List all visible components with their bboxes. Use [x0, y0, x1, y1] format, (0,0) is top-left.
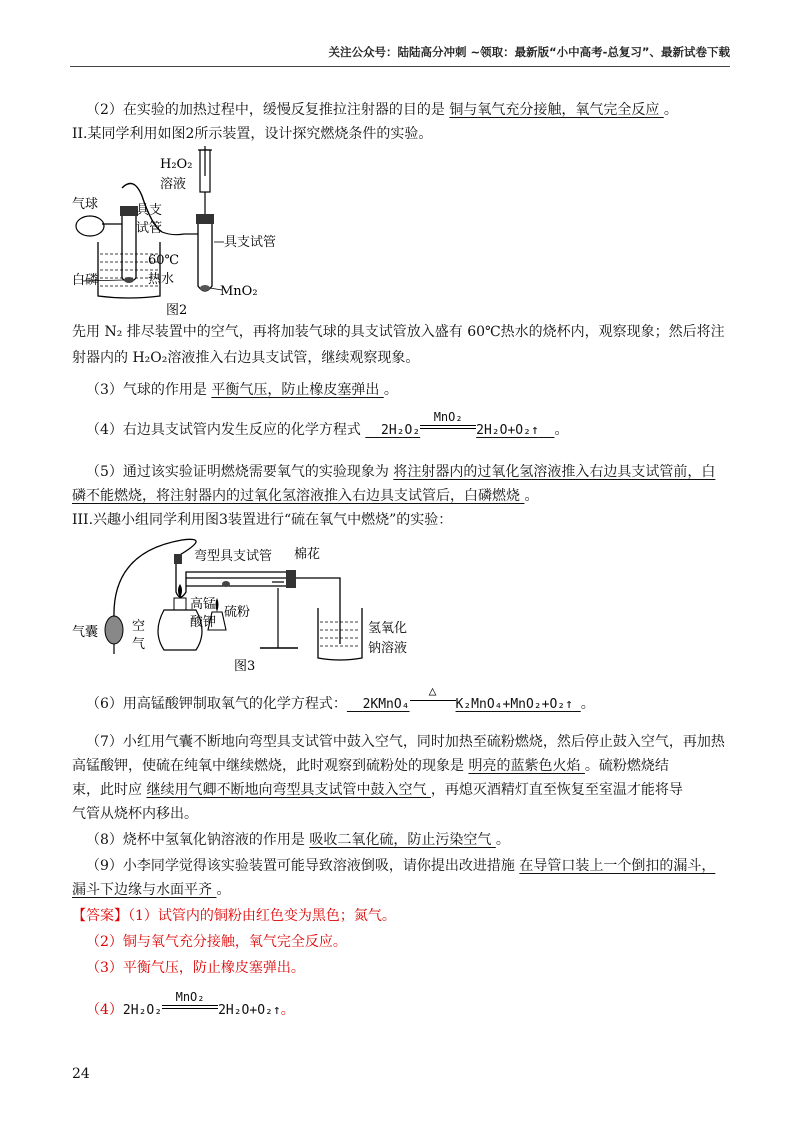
header-rule [70, 66, 730, 67]
fig3-caption: 图3 [234, 659, 256, 674]
section-2-intro: II.某同学利用如图2所示装置，设计探究燃烧条件的实验。 [72, 126, 433, 142]
fig3-label-kmno4-1: 高锰 [190, 597, 217, 612]
fig2-label-branch-right: 具支试管 [224, 235, 277, 250]
section-3-intro: III.兴趣小组同学利用图3装置进行“硫在氧气中燃烧”的实验： [72, 512, 453, 528]
fig3-label-sulfur: 硫粉 [224, 605, 251, 620]
fig3-label-cotton: 棉花 [294, 547, 321, 562]
question-7-line-2: 高锰酸钾，使硫在纯氧中继续燃烧，此时观察到硫粉处的现象是 明亮的蓝紫色火焰 。硫粉燃烧结 [72, 758, 669, 774]
equation-q6: 2KMnO₄ △ K₂MnO₄+MnO₂+O₂↑ [362, 684, 573, 712]
figure-3 [72, 532, 452, 678]
fig3-label-air-bag: 气囊 [72, 625, 99, 640]
fig3-label-curved-tube: 弯型具支试管 [194, 549, 273, 564]
fig3-label-kmno4-2: 酸钾 [190, 615, 217, 630]
paragraph-1: 先用 N₂ 排尽装置中的空气，再将加装气球的具支试管放入盛有 60℃热水的烧杯内，观察现象；然后将注 [72, 324, 725, 340]
page-header: 关注公众号：陆陆高分冲刺 ~领取：最新版“小中高考-总复习”、最新试卷下载 [328, 45, 730, 59]
answer-3: （3）平衡气压，防止橡皮塞弹出。 [86, 960, 305, 976]
fig3-label-naoh-2: 钠溶液 [368, 641, 408, 656]
fig2-label-branch-left-2: 试管 [136, 221, 163, 236]
question-7-line-3: 束，此时应 继续用气卿不断地向弯型具支试管中鼓入空气 ，再熄灭酒精灯直至恢复至室温才能将导 [72, 782, 683, 798]
fig2-label-branch-left-1: 具支 [136, 203, 163, 218]
question-7-line-1: （7）小红用气囊不断地向弯型具支试管中鼓入空气，同时加热至硫粉燃烧，然后停止鼓入空气，再加热 [86, 734, 725, 750]
fig2-label-mno2: MnO₂ [220, 284, 258, 299]
answer-1: 【答案】（1）试管内的铜粉由红色变为黑色；氮气。 [72, 908, 396, 924]
question-5-cont: 磷不能燃烧，将注射器内的过氧化氢溶液推入右边具支试管后，白磷燃烧 。 [72, 488, 539, 504]
fig2-label-hot-water: 热水 [148, 272, 175, 287]
question-5: （5）通过该实验证明燃烧需要氧气的实验现象为 将注射器内的过氧化氢溶液推入右边具支试管前，白 [86, 464, 716, 480]
fig2-label-balloon: 气球 [72, 197, 99, 212]
paragraph-2: 射器内的 H₂O₂溶液推入右边具支试管，继续观察现象。 [72, 350, 420, 366]
fig3-label-air-1: 空 [132, 619, 146, 634]
fig2-label-temp: 60℃ [148, 253, 180, 268]
page-number: 24 [72, 1066, 90, 1082]
question-9-cont: 漏斗下边缘与水面平齐 。 [72, 882, 231, 898]
answer-4: （4）2H₂O₂ MnO₂ 2H₂O+O₂↑。 [86, 990, 295, 1018]
question-9: （9）小李同学觉得该实验装置可能导致溶液倒吸，请你提出改进措施 在导管口装上一个倒扣的漏斗， [86, 858, 716, 874]
equation-answer-4: 2H₂O₂ MnO₂ 2H₂O+O₂↑ [122, 990, 281, 1018]
question-2: （2）在实验的加热过程中，缓慢反复推拉注射器的目的是 铜与氧气充分接触，氧气完全反应 。 [86, 102, 678, 118]
fig2-label-white-p: 白磷 [72, 273, 99, 288]
question-8: （8）烧杯中氢氧化钠溶液的作用是 吸收二氧化硫，防止污染空气 。 [86, 832, 510, 848]
equation-q4: 2H₂O₂ MnO₂ 2H₂O+O₂↑ [381, 410, 539, 438]
fig3-label-air-2: 气 [132, 637, 146, 652]
answer-2: （2）铜与氧气充分接触，氧气完全反应。 [86, 934, 347, 950]
figure-2 [72, 146, 292, 320]
fig2-label-solution: 溶液 [160, 177, 187, 192]
fig3-label-naoh-1: 氢氧化 [368, 621, 408, 636]
question-4: （4）右边具支试管内发生反应的化学方程式 2H₂O₂ MnO₂ 2H₂O+O₂↑ 。 [86, 410, 569, 438]
question-3: （3）气球的作用是 平衡气压，防止橡皮塞弹出 。 [86, 382, 398, 398]
fig2-label-h2o2: H₂O₂ [160, 157, 193, 172]
question-6: （6）用高锰酸钾制取氧气的化学方程式： 2KMnO₄ △ K₂MnO₄+MnO₂+O₂↑ 。 [86, 684, 595, 712]
fig2-caption: 图2 [166, 303, 188, 318]
question-7-line-4: 气管从烧杯内移出。 [72, 806, 198, 822]
